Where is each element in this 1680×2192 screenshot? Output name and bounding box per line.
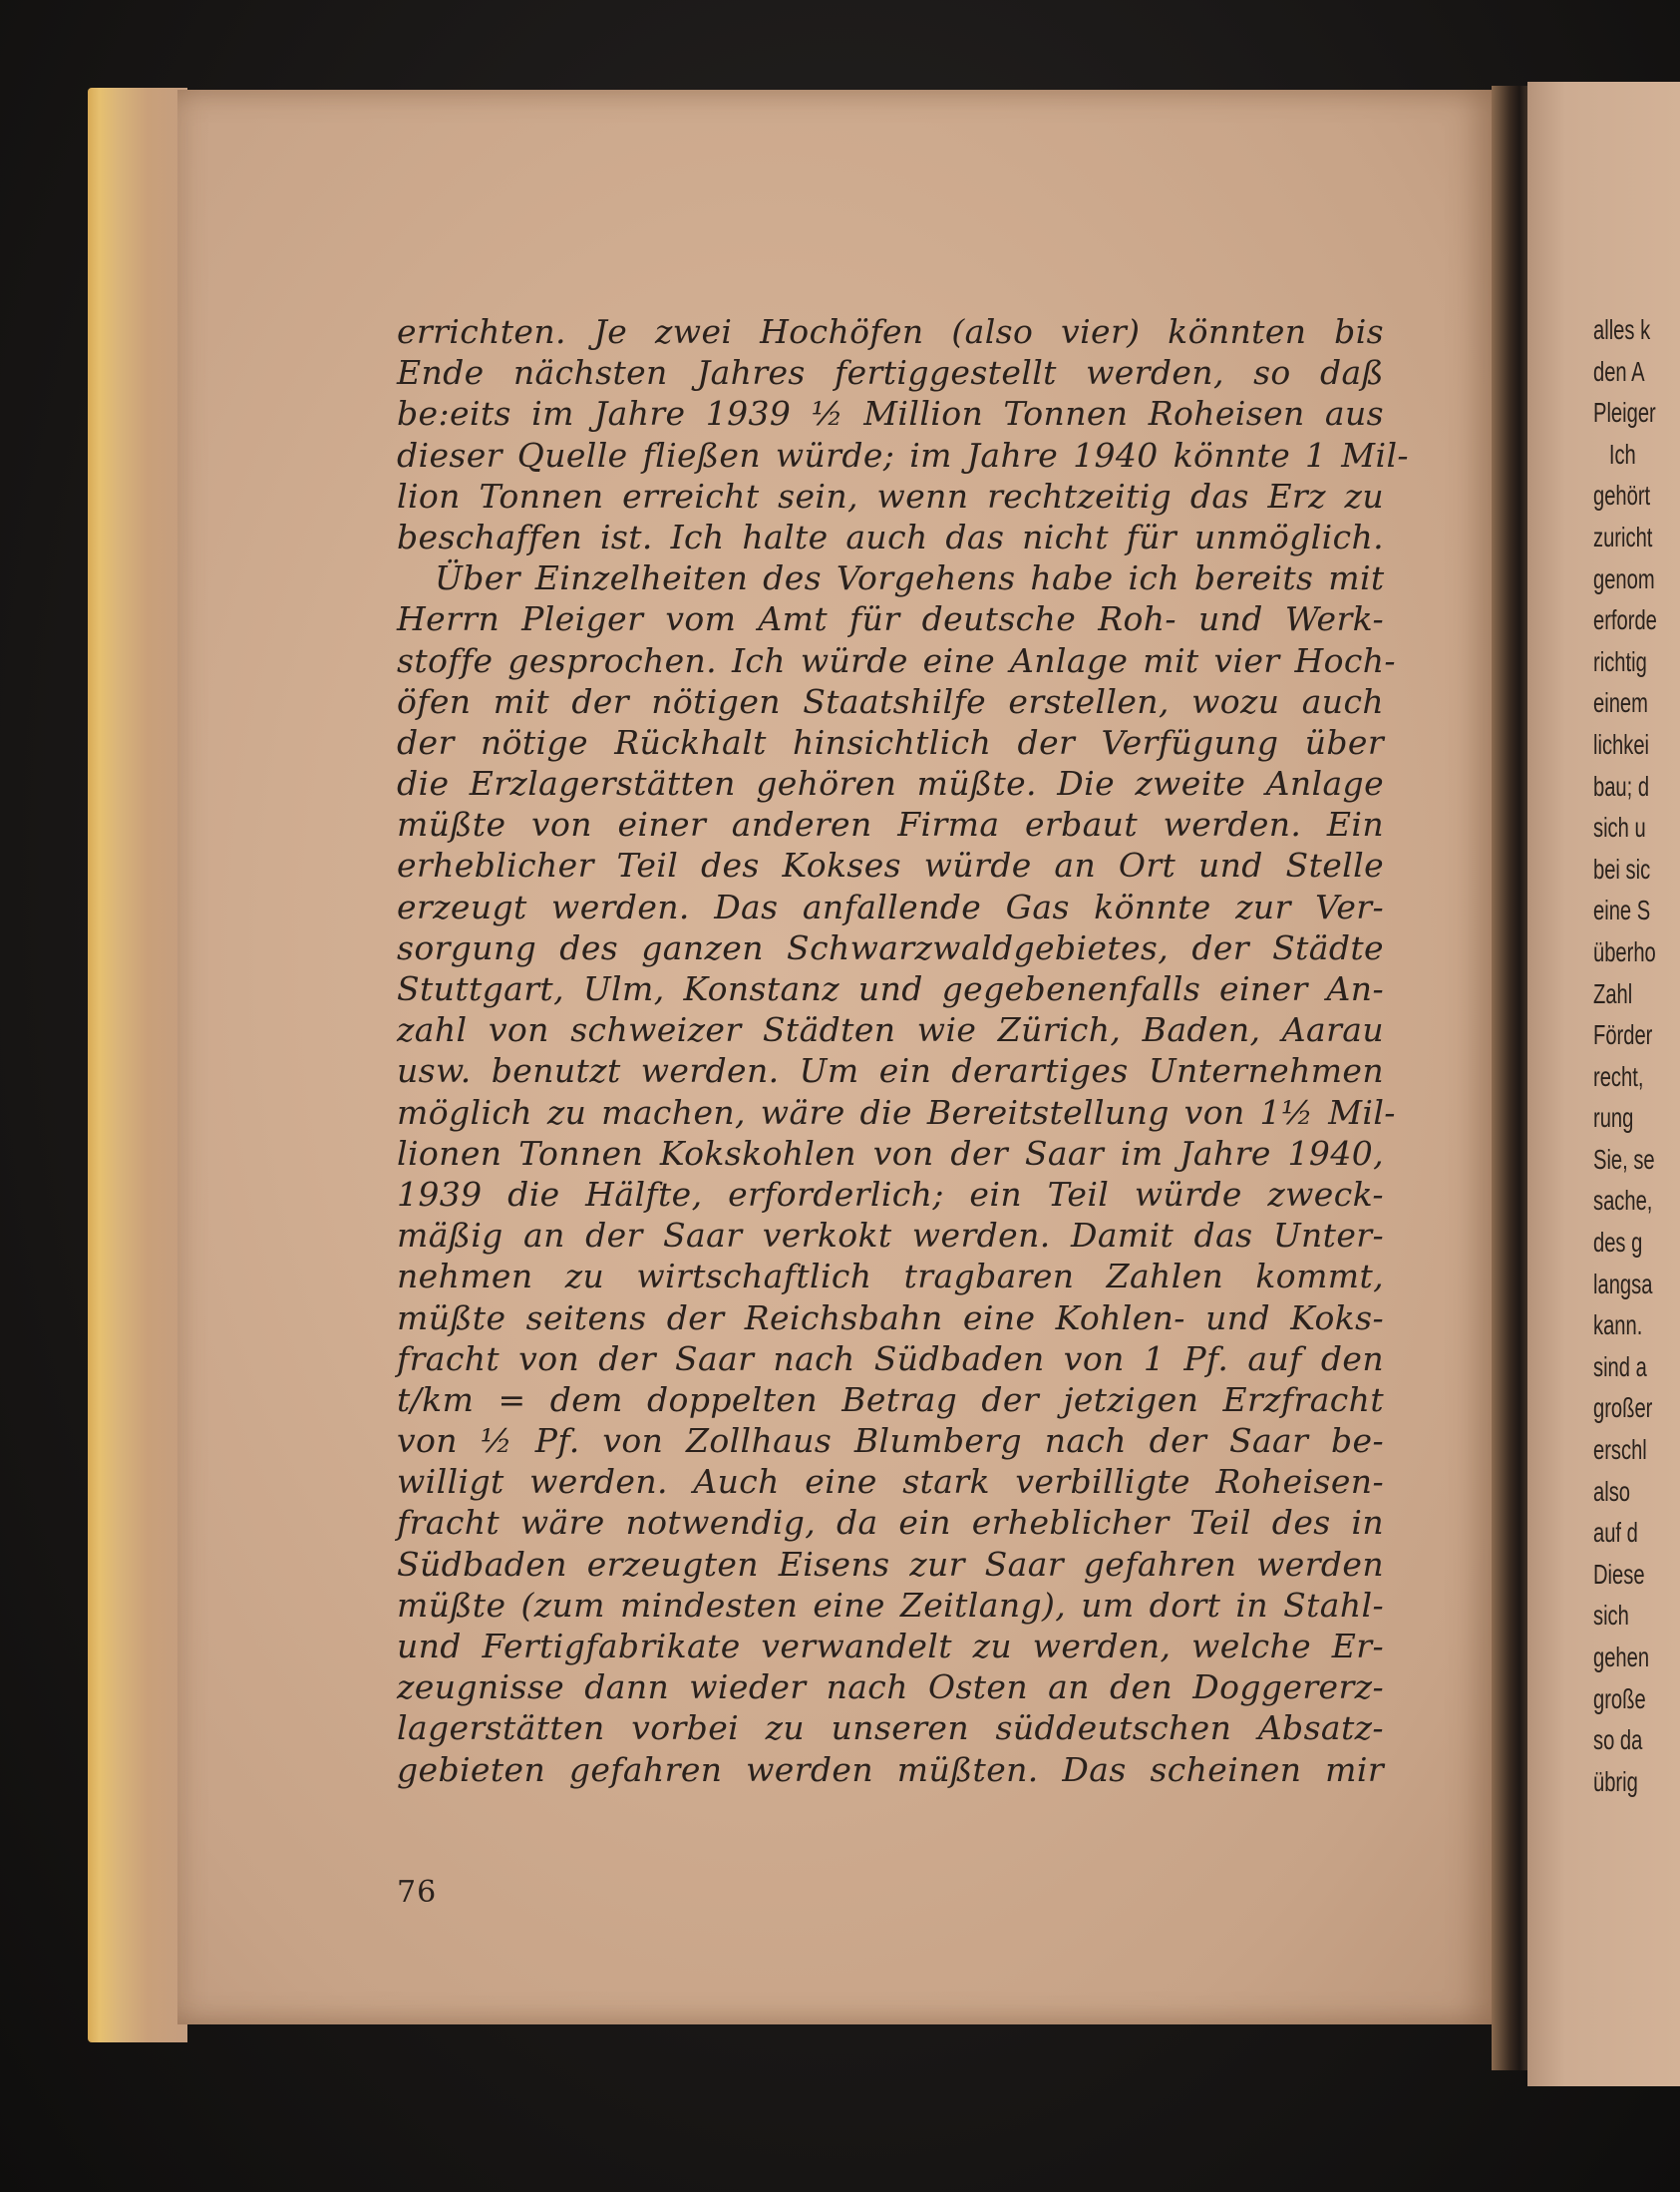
next-page-line: zuricht [1593, 521, 1653, 552]
text-line: be:eits im Jahre 1939 ½ Million Tonnen Roheisen aus [397, 394, 1384, 434]
text-line: lionen Tonnen Kokskohlen von der Saar im Jahre 1940, [397, 1133, 1384, 1173]
text-line: fracht von der Saar nach Südbaden von 1 Pf. auf den [397, 1338, 1384, 1378]
text-line: der nötige Rückhalt hinsichtlich der Verfügung über [397, 722, 1384, 762]
text-line: beschaffen ist. Ich halte auch das nicht für unmöglich. [397, 517, 1384, 556]
next-page-line: recht, [1593, 1060, 1644, 1092]
next-page-line: gehen [1593, 1642, 1650, 1672]
text-line: t/km = dem doppelten Betrag der jetzigen Erzfracht [397, 1379, 1384, 1419]
text-line: gebieten gefahren werden müßten. Das scheinen mir [397, 1749, 1384, 1789]
next-page-line: also [1593, 1475, 1630, 1507]
next-page-line: langsa [1593, 1268, 1653, 1299]
text-line: 1939 die Hälfte, erforderlich; ein Teil würde zweck- [397, 1174, 1384, 1214]
next-page-line: den A [1593, 355, 1645, 387]
text-line: Stuttgart, Ulm, Konstanz und gegebenenfalls einer An- [397, 969, 1384, 1008]
text-line: zahl von schweizer Städten wie Zürich, Baden, Aarau [397, 1010, 1384, 1050]
next-page-line: Pleiger [1593, 397, 1656, 429]
text-line: sorgung des ganzen Schwarzwaldgebietes, der Städte [397, 927, 1384, 967]
next-page-line: Sie, se [1593, 1143, 1655, 1175]
text-line: fracht wäre notwendig, da ein erheblicher Teil des in [397, 1503, 1384, 1543]
text-line: müßte (zum mindesten eine Zeitlang), um dort in Stahl- [397, 1585, 1384, 1625]
next-page-line: einem [1593, 687, 1648, 719]
text-line: lion Tonnen erreicht sein, wenn rechtzeitig das Erz zu [397, 476, 1384, 516]
next-page-line: alles k [1593, 314, 1651, 345]
text-line: öfen mit der nötigen Staatshilfe erstellen, wozu auch [397, 681, 1384, 721]
next-page-line: bei sic [1593, 853, 1651, 885]
text-line: nehmen zu wirtschaftlich tragbaren Zahlen kommt, [397, 1257, 1384, 1296]
text-line: müßte von einer anderen Firma erbaut werden. Ein [397, 805, 1384, 845]
text-line: Südbaden erzeugten Eisens zur Saar gefahren werden [397, 1544, 1384, 1584]
text-line: möglich zu machen, wäre die Bereitstellung von 1½ Mil- [397, 1092, 1396, 1132]
page-body-text [397, 311, 1409, 1790]
next-page-line: kann. [1593, 1309, 1643, 1341]
next-page-line: bau; d [1593, 770, 1650, 802]
text-line: dieser Quelle fließen würde; im Jahre 1940 könnte 1 Mil- [397, 435, 1409, 475]
text-line: Über Einzelheiten des Vorgehens habe ich bereits mit [435, 558, 1385, 598]
next-page-line: überho [1593, 935, 1656, 967]
text-line: zeugnisse dann wieder nach Osten an den Doggererz- [397, 1667, 1384, 1707]
text-line: mäßig an der Saar verkokt werden. Damit das Unter- [397, 1216, 1384, 1256]
next-page-line: auf d [1593, 1517, 1638, 1549]
next-page-line: übrig [1593, 1765, 1638, 1797]
next-page-line: sich [1593, 1600, 1629, 1632]
next-page-line: genom [1593, 562, 1655, 594]
text-line: lagerstätten vorbei zu unseren süddeutschen Absatz- [397, 1708, 1384, 1748]
text-line: willigt werden. Auch eine stark verbilligte Roheisen- [397, 1462, 1384, 1502]
page-edge-stack [88, 88, 187, 2042]
text-line: die Erzlagerstätten gehören müßte. Die zweite Anlage [397, 764, 1384, 804]
next-page-line: gehört [1593, 480, 1651, 512]
text-line: und Fertigfabrikate verwandelt zu werden, welche Er- [397, 1627, 1384, 1665]
next-page-line: lichkei [1593, 728, 1650, 760]
next-page-line: rung [1593, 1102, 1634, 1134]
text-line: erheblicher Teil des Kokses würde an Ort und Stelle [397, 846, 1384, 886]
next-page-line: sache, [1593, 1185, 1653, 1217]
next-page-line: Ich [1608, 438, 1636, 470]
next-page-line: Diese [1593, 1558, 1645, 1590]
next-page-line: so da [1593, 1724, 1643, 1756]
text-line: erzeugt werden. Das anfallende Gas könnte zur Ver- [397, 887, 1384, 926]
next-page-line: sich u [1593, 812, 1646, 844]
text-line: von ½ Pf. von Zollhaus Blumberg nach der Saar be- [397, 1421, 1384, 1461]
next-page-line: sind a [1593, 1350, 1647, 1382]
next-page-line: großer [1593, 1392, 1653, 1424]
text-line: usw. benutzt werden. Um ein derartiges Unternehmen [397, 1051, 1384, 1091]
next-page-text-fragments [1593, 309, 1680, 1802]
text-line: müßte seitens der Reichsbahn eine Kohlen- und Koks- [397, 1297, 1384, 1337]
text-line: stoffe gesprochen. Ich würde eine Anlage mit vier Hoch- [397, 640, 1396, 680]
next-page-line: erforde [1593, 604, 1657, 636]
next-page-line: richtig [1593, 645, 1647, 677]
text-line: Herrn Pleiger vom Amt für deutsche Roh- und Werk- [397, 599, 1384, 639]
page-number: 76 [397, 1875, 438, 1910]
book-gutter [1492, 86, 1531, 2070]
text-line: Ende nächsten Jahres fertiggestellt werden, so daß [397, 353, 1384, 393]
text-line: errichten. Je zwei Hochöfen (also vier) könnten bis [397, 312, 1384, 351]
next-page-line: Zahl [1593, 977, 1633, 1009]
next-page-line: eine S [1593, 895, 1651, 926]
next-page-line: Förder [1593, 1019, 1653, 1051]
next-page-line: erschl [1593, 1434, 1647, 1466]
next-page-line: große [1593, 1682, 1646, 1714]
next-page-line: des g [1593, 1227, 1643, 1259]
